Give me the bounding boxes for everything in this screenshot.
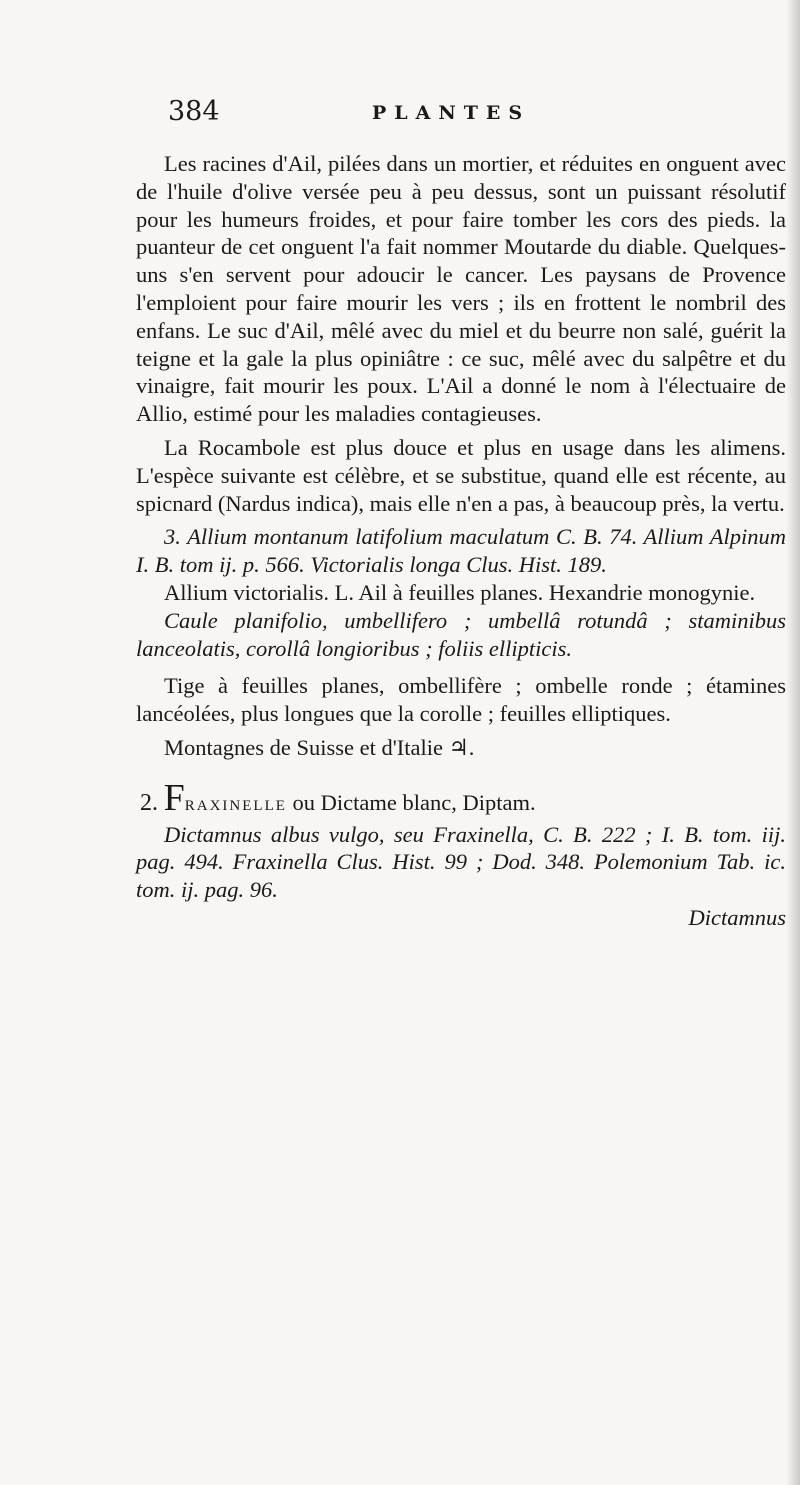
section-smallcaps: RAXINELLE: [184, 797, 287, 814]
paragraph-rocambole: La Rocambole est plus douce et plus en usage dans les alimens. L'espèce suivante est célèbre, et se substitue, quand elle est récente, au spicnard (Nardus indica), mais elle n'en a pas, à beaucoup près, la vertu.: [136, 434, 786, 516]
paragraph-synonyms-3: 3. Allium montanum latifolium maculatum C. B. 74. Allium Alpinum I. B. tom ij. p. 566. Victorialis longa Clus. Hist. 189.: [136, 524, 786, 578]
paragraph-synonyms-fraxinelle: Dictamnus albus vulgo, seu Fraxinella, C. B. 222 ; I. B. tom. iij. pag. 494. Fraxinella Clus. Hist. 99 ; Dod. 348. Polemonium Tab. ic. tom. ij. pag. 96.: [136, 821, 786, 903]
section-dropcap: F: [163, 776, 185, 819]
section-heading-fraxinelle: [136, 776, 786, 821]
page-header: [168, 96, 782, 136]
paragraph-garlic-uses: Les racines d'Ail, pilées dans un mortier, et réduites en onguent avec de l'huile d'olive versée peu à peu dessus, sont un puissant résolutif pour les humeurs froides, et pour faire tomber les cors des pieds. la puanteur de cet onguent l'a fait nommer Moutarde du diable. Quelques-uns s'en servent pour adoucir le cancer. Les paysans de Provence l'emploient pour faire mourir les vers ; ils en frottent le nombril des enfans. Le suc d'Ail, mêlé avec du miel et du beurre non salé, guérit la teigne et la gale la plus opiniâtre : ce suc, mêlé avec du salpêtre et du vinaigre, fait mourir les poux. L'Ail a donné le nom à l'électuaire de Allio, estimé pour les maladies contagieuses.: [136, 151, 786, 427]
running-head: PLANTES: [372, 102, 531, 124]
page-edge-shadow: [786, 0, 800, 1485]
paragraph-linnaean-name: Allium victorialis. L. Ail à feuilles planes. Hexandrie monogynie.: [164, 579, 756, 605]
body-text: [136, 150, 786, 932]
section-number: 2.: [140, 789, 158, 816]
paragraph-french-description: Tige à feuilles planes, ombellifère ; ombelle ronde ; étamines lancéolées, plus longues que la corolle ; feuilles elliptiques.: [136, 673, 786, 727]
section-title-rest: ou Dictame blanc, Diptam.: [286, 789, 536, 815]
paragraph-latin-description: Caule planifolio, umbellifero ; umbellâ rotundâ ; staminibus lanceolatis, corollâ longioribus ; foliis ellipticis.: [136, 607, 786, 661]
paragraph-habitat: Montagnes de Suisse et d'Italie ♃.: [164, 734, 475, 760]
catchword: Dictamnus: [688, 904, 786, 930]
page-number: 384: [168, 96, 220, 127]
